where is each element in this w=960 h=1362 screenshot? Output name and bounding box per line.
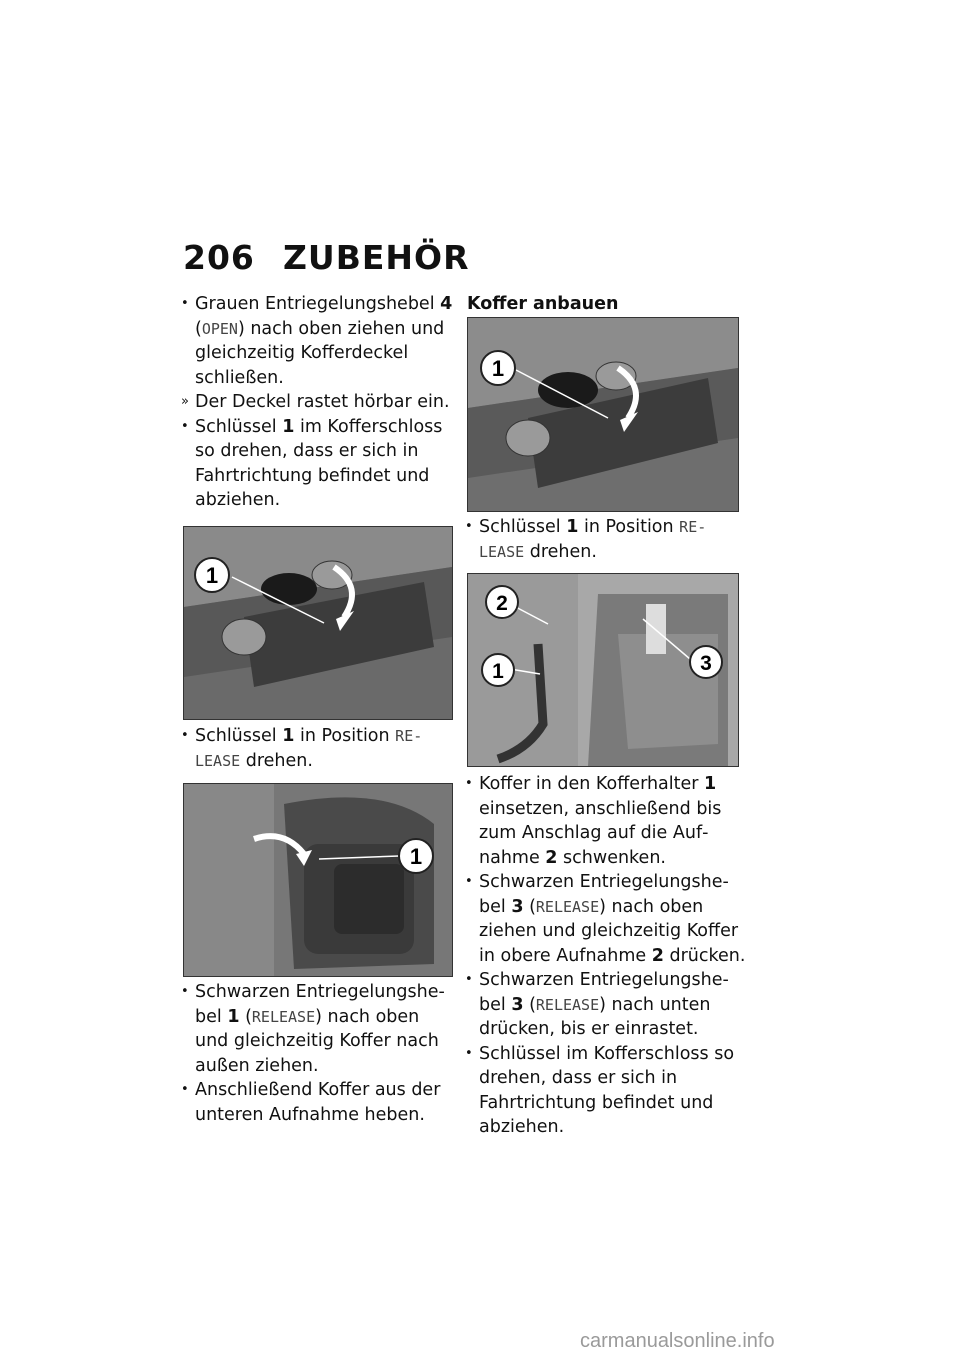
list-item: • Anschließend Koffer aus der unteren Aufnahme heben. (181, 1080, 441, 1125)
left-column (183, 292, 453, 549)
left-step-1 (183, 724, 453, 773)
list-item: • Schwarzen Entriegelungshebel 3 (RELEASE) nach unten drücken, bis er einrastet. (465, 970, 729, 1039)
page-number: 206 (183, 238, 255, 277)
list-item: • Grauen Entriegelungshebel 4 (OPEN) nach oben ziehen und gleichzeitig Kofferdeckel schließen. (181, 294, 453, 388)
list-item: • Schlüssel 1 in Position RE- LEASE drehen. (181, 726, 423, 771)
list-item: • Schwarzen Entriegelungshebel 3 (RELEASE) nach oben ziehen und gleichzeitig Koffer in obere Aufnahme 2 drücken. (465, 872, 746, 966)
left-steps (183, 980, 453, 1127)
right-column (467, 292, 747, 316)
callout-1: 1 (205, 563, 219, 588)
callout-2: 2 (496, 592, 508, 615)
list-item: • Schlüssel 1 im Kofferschloss so drehen, dass er sich in Fahrtrichtung befindet und abziehen. (181, 416, 443, 510)
list-item: • Schwarzen Entriegelungshebel 1 (RELEASE) nach oben und gleichzeitig Koffer nach außen ziehen. (181, 982, 445, 1076)
list-item: • Koffer in den Kofferhalter 1 einsetzen, anschließend bis zum Anschlag auf die Aufnahme 2 schwenken. (465, 774, 722, 868)
list-item: • Schlüssel im Kofferschloss so drehen, dass er sich in Fahrtrichtung befindet und abziehen. (465, 1043, 735, 1137)
callout-3: 3 (700, 652, 712, 675)
figure-release-lever (183, 783, 453, 977)
figure-case-mount (467, 573, 739, 767)
page-title: ZUBEHÖR (283, 238, 470, 277)
right-steps (467, 772, 747, 1140)
list-item-result: » Der Deckel rastet hörbar ein. (181, 392, 450, 412)
section-title-attach: Koffer anbauen (467, 294, 619, 314)
list-item: • Schlüssel 1 in Position RE- LEASE drehen. (465, 517, 707, 562)
figure-lock-release-2 (467, 317, 739, 512)
watermark: carmanualsonline.info (580, 1330, 775, 1352)
page-header (183, 238, 470, 277)
right-step-1 (467, 515, 747, 564)
callout-1: 1 (491, 356, 505, 381)
callout-1: 1 (409, 844, 423, 869)
figure-lock-release-1 (183, 526, 453, 720)
callout-1: 1 (492, 660, 504, 683)
